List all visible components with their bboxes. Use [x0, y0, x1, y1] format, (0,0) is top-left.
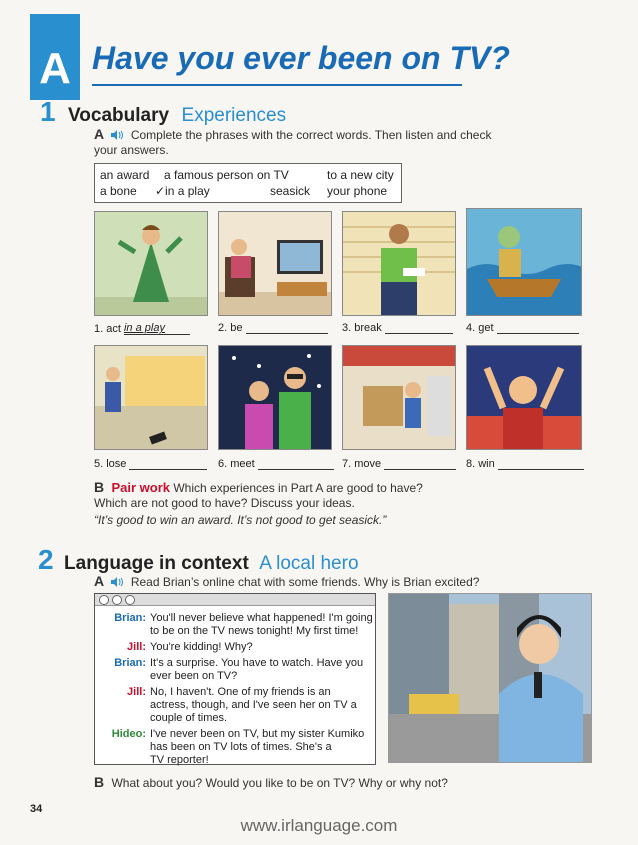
- section2-partA-text: Read Brian’s online chat with some friends. Why is Brian excited?: [130, 575, 480, 589]
- illustration-woman-watching-tv: [218, 211, 332, 316]
- item-1-caption: [94, 322, 190, 335]
- chat-message-line: actress, though, and I've seen her on TV a: [150, 699, 357, 711]
- footer-website[interactable]: www.irlanguage.com: [240, 816, 398, 835]
- chat-window-titlebar: [95, 594, 375, 606]
- partA-text-line1: Complete the phrases with the correct words. Then listen and check: [130, 128, 492, 142]
- item-5-blank[interactable]: [129, 469, 207, 470]
- chat-message-line: I've never been on TV, but my sister Kumiko: [150, 728, 365, 740]
- illustration-man-winning: [466, 345, 582, 450]
- word-box-item: an award: [100, 168, 150, 182]
- illustration-moving-to-new-city: [342, 345, 456, 450]
- window-control-icon[interactable]: [112, 595, 122, 605]
- partB-text-line2: Which are not good to have? Discuss your ideas.: [94, 496, 355, 510]
- section2-partB-text: What about you? Would you like to be on TV? Why or why not?: [111, 776, 448, 790]
- chat-message-line: It's a surprise. You have to watch. Have you: [150, 657, 364, 669]
- item-2-blank[interactable]: [246, 333, 328, 334]
- word-box-item: seasick: [270, 184, 311, 198]
- item-2-label: 2. be: [218, 322, 243, 334]
- word-box-item: your phone: [327, 184, 388, 198]
- section2-number: 2: [38, 544, 54, 575]
- section2-partA-letter: A: [94, 573, 105, 589]
- item-4-blank[interactable]: [497, 333, 579, 334]
- chat-message-line: You're kidding! Why?: [150, 641, 253, 653]
- chat-message-line: has been on TV lots of times. She's a: [150, 741, 332, 753]
- item-8-caption: [466, 458, 584, 470]
- section2-partB-letter: B: [94, 774, 105, 790]
- item-3-blank[interactable]: [385, 333, 453, 334]
- partB-example: “It’s good to win an award. It’s not good to get seasick.”: [94, 513, 387, 527]
- section1-title: Vocabulary: [68, 105, 170, 126]
- chat-speaker-name: Brian:: [114, 612, 146, 624]
- title-underline: [92, 84, 462, 86]
- chat-speaker-name: Jill:: [127, 686, 146, 698]
- item-6-blank[interactable]: [258, 469, 334, 470]
- chat-message: [94, 641, 374, 654]
- illustration-man-seasick-boat: [466, 208, 582, 316]
- item-3-label: 3. break: [342, 322, 382, 334]
- window-control-icon[interactable]: [125, 595, 135, 605]
- section2-partA-instructions: [94, 574, 479, 590]
- item-5-label: 5. lose: [94, 458, 127, 470]
- section2-partB: [94, 775, 448, 791]
- illustration-man-lost-phone: [94, 345, 208, 450]
- illustration-meet-famous-person: [218, 345, 332, 450]
- lesson-letter: A: [39, 44, 71, 93]
- section1-subtitle: Experiences: [181, 105, 287, 126]
- section2-subtitle: A local hero: [259, 553, 359, 574]
- item-4-caption: [466, 322, 579, 334]
- audio-speaker-icon[interactable]: [111, 130, 123, 140]
- chat-message: [94, 728, 374, 767]
- section1-number: 1: [40, 96, 56, 127]
- section2-title: Language in context: [64, 553, 249, 574]
- word-box-item: on TV: [257, 168, 289, 182]
- section1-heading: [40, 96, 286, 128]
- page-number: 34: [30, 803, 43, 815]
- lesson-letter-box: [30, 14, 80, 100]
- word-box: [94, 163, 402, 203]
- section1-partB: [94, 480, 554, 511]
- photo-tv-reporter: [388, 593, 592, 763]
- word-box-item-checked: ✓in a play: [155, 184, 210, 198]
- chat-message-line: TV reporter!: [150, 754, 209, 766]
- window-control-icon[interactable]: [99, 595, 109, 605]
- item-4-label: 4. get: [466, 322, 494, 334]
- item-7-label: 7. move: [342, 458, 382, 470]
- chat-speaker-name: Brian:: [114, 657, 146, 669]
- chat-message-line: You'll never believe what happened! I'm going: [150, 612, 373, 624]
- item-5-caption: [94, 458, 207, 470]
- chat-message: [94, 686, 374, 725]
- partB-letter: B: [94, 479, 105, 495]
- audio-speaker-icon[interactable]: [111, 577, 123, 587]
- partB-text-line1: Which experiences in Part A are good to have?: [173, 481, 423, 495]
- item-6-caption: [218, 458, 334, 470]
- word-box-item: a bone: [100, 184, 137, 198]
- item-7-caption: [342, 458, 456, 470]
- chat-message: [94, 612, 374, 638]
- chat-message-line: couple of times.: [150, 712, 228, 724]
- item-7-blank[interactable]: [384, 469, 456, 470]
- chat-message-line: No, I haven't. One of my friends is an: [150, 686, 331, 698]
- section1-partA-instructions: [94, 127, 534, 158]
- section2-heading: [38, 544, 359, 576]
- word-box-item: a famous person: [164, 168, 254, 182]
- item-1-blank[interactable]: [124, 322, 190, 335]
- word-box-item: to a new city: [327, 168, 394, 182]
- item-1-answer: in a play: [123, 322, 165, 334]
- chat-speaker-name: Hideo:: [111, 728, 146, 740]
- item-6-label: 6. meet: [218, 458, 255, 470]
- illustration-actress-in-play: [94, 211, 208, 316]
- illustration-boy-broken-arm: [342, 211, 456, 316]
- pair-work-label: Pair work: [111, 480, 170, 495]
- item-8-label: 8. win: [466, 458, 495, 470]
- item-2-caption: [218, 322, 328, 334]
- lesson-title: Have you ever been on TV?: [92, 40, 510, 76]
- item-8-blank[interactable]: [498, 469, 584, 470]
- partA-letter: A: [94, 126, 105, 142]
- chat-message-line: ever been on TV?: [150, 670, 238, 682]
- item-1-label: 1. act: [94, 323, 121, 335]
- item-3-caption: [342, 322, 453, 334]
- chat-message: [94, 657, 374, 683]
- chat-speaker-name: Jill:: [127, 641, 146, 653]
- chat-message-line: to be on the TV news tonight! My first time!: [150, 625, 359, 637]
- partA-text-line2: your answers.: [94, 143, 169, 157]
